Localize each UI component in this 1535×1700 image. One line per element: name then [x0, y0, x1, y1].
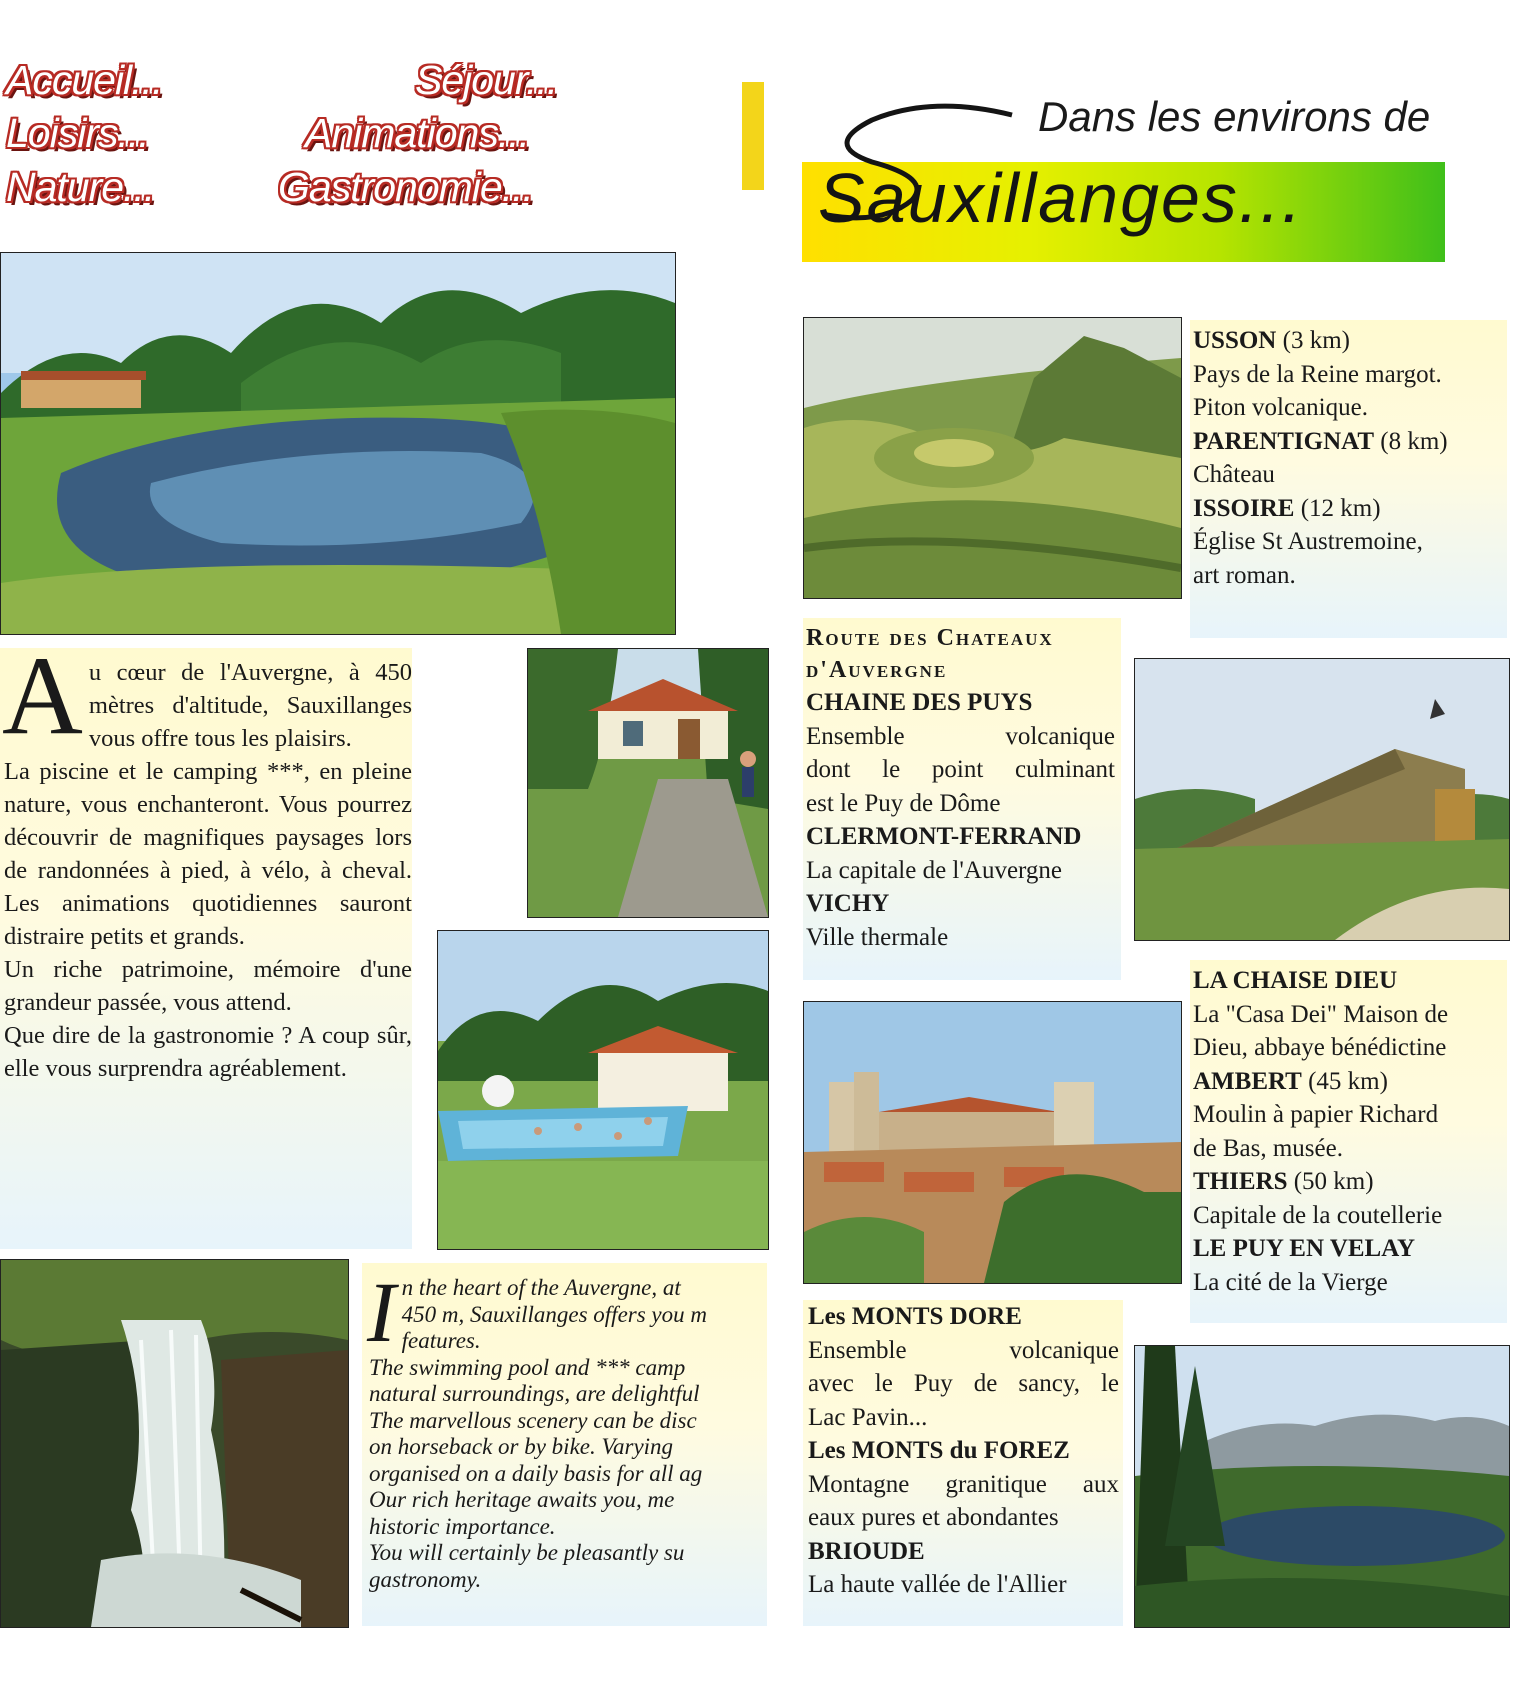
- place-monts-forez-desc-2: eaux pures et abondantes: [808, 1504, 1059, 1531]
- place-usson: USSON (3 km): [1193, 327, 1350, 354]
- place-chaine-desc-1: Ensemble volcanique: [806, 722, 1115, 750]
- english-text-panel: [362, 1263, 767, 1626]
- english-line-1: The swimming pool and *** camp: [369, 1354, 686, 1380]
- barn-photo: [1134, 658, 1510, 941]
- place-ambert-desc-2: de Bas, musée.: [1193, 1134, 1343, 1162]
- heading-loisirs: Loisirs...: [6, 110, 149, 156]
- french-paragraph-2: La piscine et le camping ***, en pleine nature, vous enchanteront. Vous pourrez découvrir de magnifiques paysages lors de randonnées à pied, à vélo, à cheval. Les animations quotidiennes sauront distraire petits et grands.: [4, 758, 412, 950]
- place-chaine-desc-3: est le Puy de Dôme: [806, 789, 1001, 817]
- place-la-chaise-dieu: LA CHAISE DIEU: [1193, 967, 1398, 994]
- volcano-photo: [803, 317, 1182, 599]
- place-chaine-des-puys: CHAINE DES PUYS: [806, 689, 1033, 716]
- place-monts-dore: Les MONTS DORE: [808, 1303, 1022, 1330]
- heading-nature: Nature...: [6, 164, 155, 210]
- heading-animations: Animations...: [305, 110, 529, 156]
- sauxillanges-title: Sauxillanges...: [818, 159, 1304, 237]
- group4-panel: [803, 1300, 1123, 1626]
- english-line-6: Our rich heritage awaits you, me: [369, 1487, 675, 1512]
- english-intro-line-1: n the heart of the Auvergne, at: [401, 1275, 681, 1300]
- french-paragraph-3: Un riche patrimoine, mémoire d'une grandeur passée, vous attend.: [4, 956, 412, 1016]
- place-le-puy-desc: La cité de la Vierge: [1193, 1268, 1388, 1296]
- place-chaine-desc-2: dont le point culminant: [806, 756, 1115, 783]
- route-chateaux-line-1: Route des Chateaux: [806, 625, 1054, 651]
- place-monts-forez: Les MONTS du FOREZ: [808, 1437, 1070, 1464]
- place-vichy-desc: Ville thermale: [806, 923, 949, 951]
- english-line-8: You will certainly be pleasantly su: [369, 1540, 685, 1565]
- place-clermont-desc: La capitale de l'Auvergne: [806, 856, 1063, 884]
- abbey-photo: [803, 1001, 1182, 1284]
- place-issoire-desc-1: Église St Austremoine,: [1193, 528, 1423, 555]
- group2-panel: [803, 618, 1121, 980]
- place-monts-dore-desc-3: Lac Pavin...: [808, 1403, 928, 1431]
- place-vichy: VICHY: [806, 890, 890, 917]
- place-monts-dore-desc-1: Ensemble volcanique: [808, 1336, 1119, 1364]
- dans-les-environs: Dans les environs de: [1038, 93, 1431, 140]
- place-issoire-desc-2: art roman.: [1193, 561, 1296, 589]
- place-monts-dore-desc-2: avec le Puy de sancy, le: [808, 1370, 1119, 1397]
- english-line-9: gastronomy.: [369, 1566, 482, 1592]
- house-photo: [527, 648, 769, 918]
- place-chaise-desc-1: La "Casa Dei" Maison de: [1193, 1000, 1449, 1028]
- place-usson-desc-2: Piton volcanique.: [1193, 394, 1368, 421]
- route-chateaux-line-2: d'Auvergne: [806, 657, 948, 683]
- french-paragraph-4: Que dire de la gastronomie ? A coup sûr, elle vous surprendra agréablement.: [4, 1022, 412, 1082]
- english-intro-line-3: features.: [401, 1328, 481, 1353]
- waterfall-photo: [0, 1259, 349, 1628]
- heading-gastronomie: Gastronomie...: [278, 164, 533, 210]
- heading-accueil: Accueil...: [6, 57, 163, 103]
- pool-photo: [437, 930, 769, 1250]
- english-line-7: historic importance.: [369, 1513, 556, 1539]
- place-monts-forez-desc-1: Montagne granitique aux: [808, 1470, 1119, 1498]
- place-clermont-ferrand: CLERMONT-FERRAND: [806, 823, 1082, 850]
- group3-panel: [1190, 960, 1507, 1323]
- place-ambert-desc-1: Moulin à papier Richard: [1193, 1101, 1439, 1128]
- place-usson-desc-1: Pays de la Reine margot.: [1193, 360, 1442, 388]
- french-drop-cap: A: [2, 634, 83, 758]
- english-line-3: The marvellous scenery can be disc: [369, 1407, 697, 1433]
- group1-panel: [1190, 320, 1507, 638]
- english-line-4: on horseback or by bike. Varying: [369, 1434, 674, 1459]
- lake-photo: [0, 252, 676, 635]
- place-thiers: THIERS (50 km): [1193, 1168, 1374, 1195]
- french-paragraph-1: u cœur de l'Auvergne, à 450 mètres d'altitude, Sauxillanges vous offre tous les plaisirs.: [88, 659, 412, 752]
- place-brioude: BRIOUDE: [808, 1537, 925, 1565]
- english-drop-cap: I: [367, 1264, 396, 1360]
- mountain-lake-photo: [1134, 1345, 1510, 1628]
- place-parentignat-desc: Château: [1193, 461, 1275, 488]
- english-line-2: natural surroundings, are delightful: [369, 1381, 700, 1406]
- page-tab: [742, 82, 764, 190]
- place-le-puy-en-velay: LE PUY EN VELAY: [1193, 1235, 1416, 1262]
- english-intro-line-2: 450 m, Sauxillanges offers you m: [401, 1301, 707, 1327]
- place-brioude-desc: La haute vallée de l'Allier: [808, 1571, 1067, 1598]
- place-thiers-desc: Capitale de la coutellerie: [1193, 1201, 1443, 1229]
- place-issoire: ISSOIRE (12 km): [1193, 494, 1381, 522]
- place-parentignat: PARENTIGNAT (8 km): [1193, 427, 1448, 455]
- place-ambert: AMBERT (45 km): [1193, 1067, 1388, 1095]
- english-line-5: organised on a daily basis for all ag: [369, 1460, 703, 1486]
- french-text-panel: [0, 634, 412, 1249]
- place-chaise-desc-2: Dieu, abbaye bénédictine: [1193, 1034, 1447, 1061]
- heading-sejour: Séjour...: [415, 57, 558, 103]
